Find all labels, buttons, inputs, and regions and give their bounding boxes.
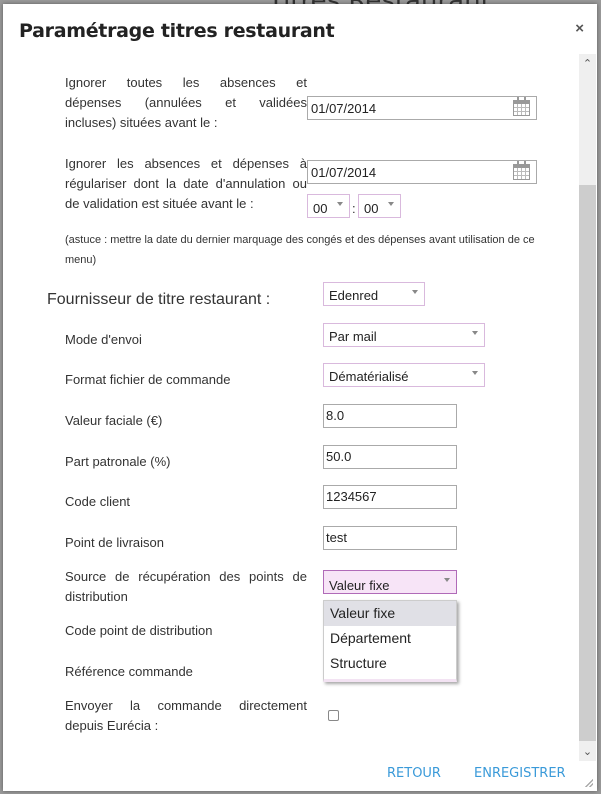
send-direct-label-line1: Envoyer la commande directement: [65, 698, 307, 713]
employer-share-label: Part patronale (%): [65, 454, 171, 469]
ignore-regularize-label-line1: Ignorer les absences et dépenses à: [65, 156, 307, 171]
resize-grip-icon[interactable]: [585, 779, 593, 787]
chevron-down-icon: [388, 202, 394, 206]
order-format-value: Dématérialisé: [329, 369, 409, 384]
ignore-regularize-date-input[interactable]: [307, 160, 537, 184]
dropdown-option-departement[interactable]: Département: [330, 630, 411, 646]
scrollbar-thumb[interactable]: [579, 185, 596, 741]
scroll-up-icon[interactable]: ⌃: [582, 58, 593, 70]
dropdown-option-valeur-fixe[interactable]: Valeur fixe: [324, 601, 456, 626]
scroll-down-icon[interactable]: ⌄: [582, 746, 593, 758]
save-button[interactable]: ENREGISTRER: [474, 766, 566, 781]
employer-share-input[interactable]: 50.0: [323, 445, 457, 469]
ignore-regularize-label-line3: de validation est située avant le :: [65, 196, 254, 211]
distribution-source-select[interactable]: [323, 570, 457, 594]
chevron-down-icon: [444, 578, 450, 582]
distribution-point-code-label: Code point de distribution: [65, 623, 213, 638]
ignore-all-date-input[interactable]: [307, 96, 537, 120]
minute-value: 00: [364, 201, 379, 216]
send-mode-select[interactable]: [323, 323, 485, 347]
order-reference-label: Référence commande: [65, 664, 193, 679]
modal-title: Paramétrage titres restaurant: [19, 20, 335, 42]
hour-select[interactable]: [307, 194, 350, 218]
distribution-source-label-line2: distribution: [65, 589, 128, 604]
distribution-source-label-line1: Source de récupération des points de: [65, 569, 307, 584]
close-icon[interactable]: ×: [575, 20, 584, 37]
provider-select[interactable]: [323, 282, 425, 306]
client-code-label: Code client: [65, 494, 131, 509]
ignore-all-label-line2: dépenses (annulées et validées: [65, 95, 307, 110]
ignore-regularize-date-value: 01/07/2014: [311, 165, 377, 180]
calendar-icon[interactable]: [513, 100, 530, 116]
order-format-select[interactable]: [323, 363, 485, 387]
minute-select[interactable]: [358, 194, 401, 218]
dropdown-option-structure[interactable]: Structure: [330, 655, 387, 671]
send-mode-value: Par mail: [329, 329, 377, 344]
ignore-all-label-line3: incluses) situées avant le :: [65, 115, 218, 130]
face-value-input[interactable]: 8.0: [323, 404, 457, 428]
ignore-regularize-label-line2: régulariser dont la date d'annulation ou: [65, 176, 307, 191]
modal-scrollbar[interactable]: [579, 54, 596, 761]
distribution-source-value: Valeur fixe: [329, 578, 390, 593]
send-direct-checkbox[interactable]: [328, 710, 339, 721]
send-direct-label-line2: depuis Eurécia :: [65, 718, 159, 733]
ignore-all-date-value: 01/07/2014: [311, 101, 377, 116]
hour-value: 00: [313, 201, 328, 216]
order-format-label: Format fichier de commande: [65, 372, 231, 387]
chevron-down-icon: [337, 202, 343, 206]
client-code-input[interactable]: 1234567: [323, 485, 457, 509]
face-value-label: Valeur faciale (€): [65, 413, 163, 428]
time-separator: :: [352, 201, 356, 216]
back-button[interactable]: RETOUR: [387, 766, 441, 781]
chevron-down-icon: [412, 290, 418, 294]
delivery-point-input[interactable]: test: [323, 526, 457, 550]
chevron-down-icon: [472, 331, 478, 335]
hint-text: (astuce : mettre la date du dernier marquage des congés et des dépenses avant utilisation de ce menu): [65, 234, 535, 266]
ignore-all-label-line1: Ignorer toutes les absences et: [65, 75, 307, 90]
settings-modal: [3, 4, 597, 791]
calendar-icon[interactable]: [513, 164, 530, 180]
send-mode-label: Mode d'envoi: [65, 332, 142, 347]
chevron-down-icon: [472, 371, 478, 375]
provider-value: Edenred: [329, 288, 379, 303]
distribution-source-dropdown: [323, 600, 457, 682]
delivery-point-label: Point de livraison: [65, 535, 164, 550]
provider-label: Fournisseur de titre restaurant :: [47, 291, 271, 308]
